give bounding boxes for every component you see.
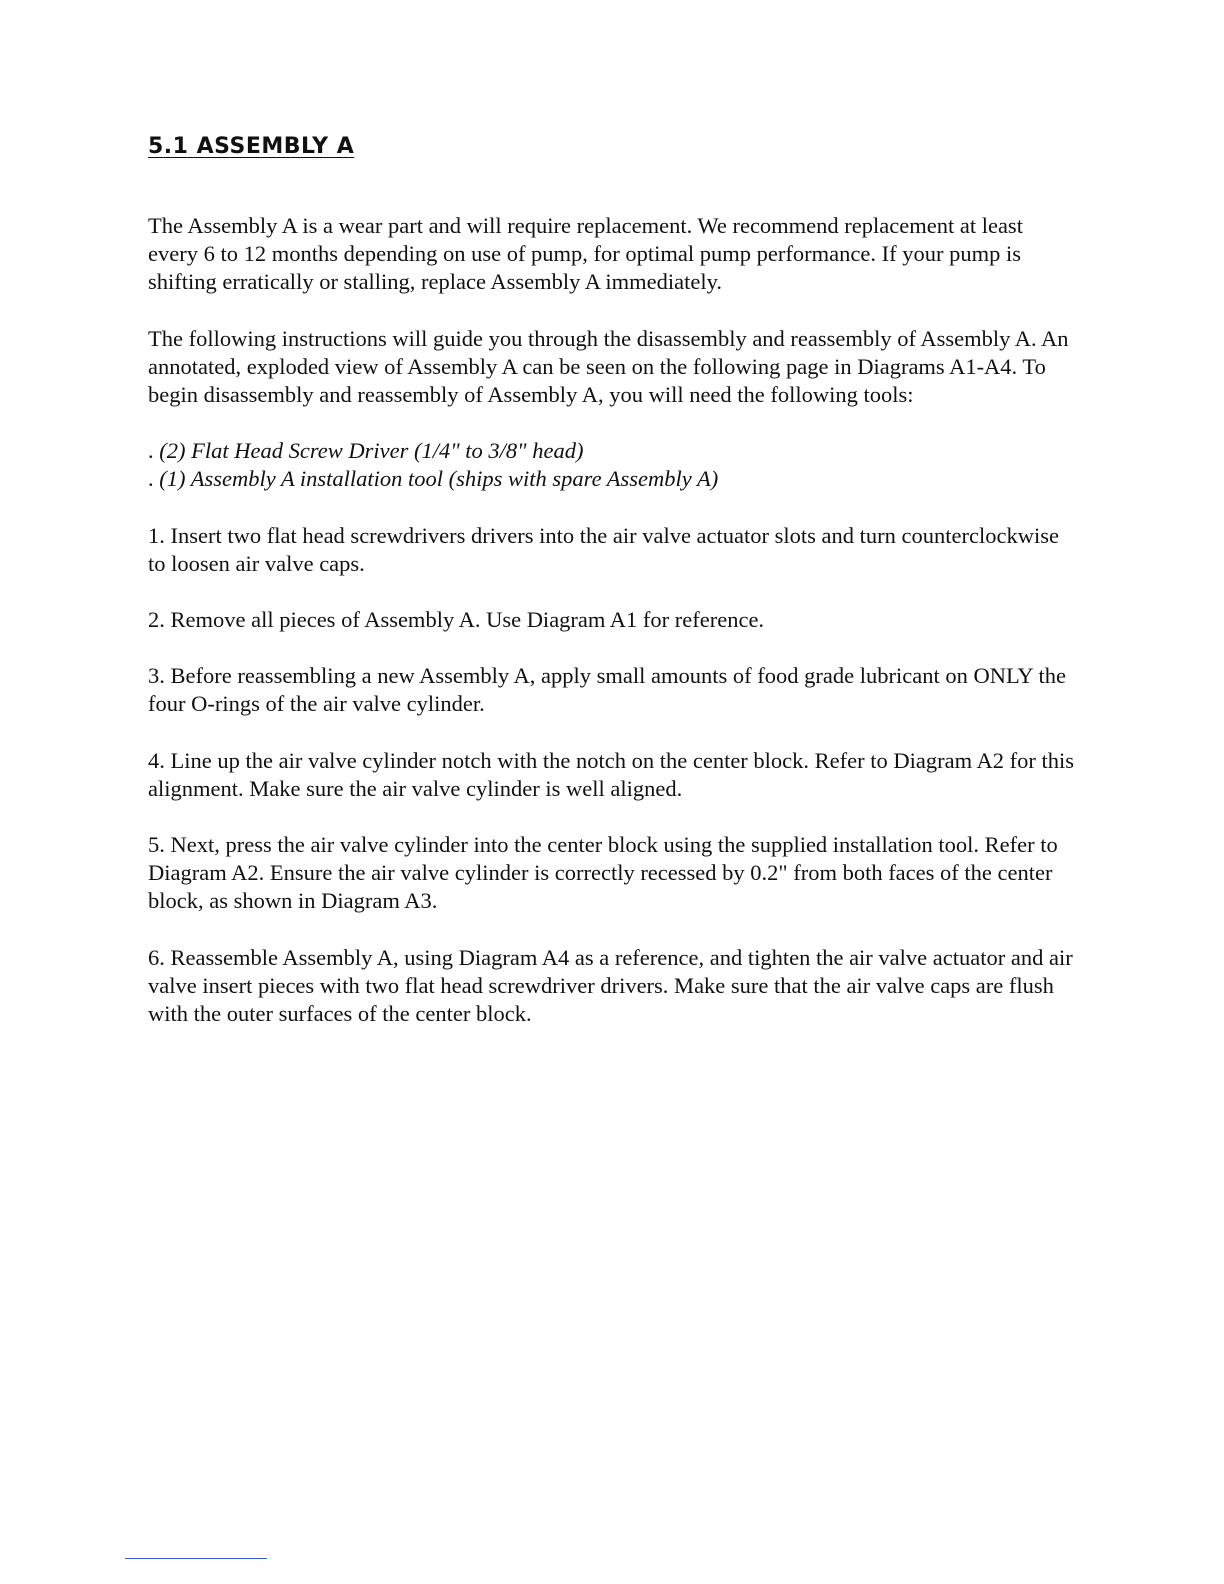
footnote-rule — [125, 1558, 267, 1559]
step-3: 3. Before reassembling a new Assembly A, apply small amounts of food grade lubricant on ONLY the four O-rings of the air valve cylinder. — [148, 663, 1066, 717]
tools-list-item — [148, 465, 1078, 493]
step-6: 6. Reassemble Assembly A, using Diagram A4 as a reference, and tighten the air valve actuator and air valve insert pieces with two flat head screwdriver drivers. Make sure that the air valve caps are flush with the outer surfaces of the center block. — [148, 944, 1073, 1027]
document-body — [148, 130, 1078, 1056]
intro-paragraph-2: The following instructions will guide you through the disassembly and reassembly of Assembly A. An annotated, exploded view of Assembly A can be seen on the following page in Diagrams A1-A4. To begin disassembly and reassembly of Assembly A, you will need the following tools: — [148, 325, 1069, 408]
step-1: 1. Insert two flat head screwdrivers drivers into the air valve actuator slots and turn counterclockwise to loosen air valve caps. — [148, 522, 1059, 576]
intro-paragraph-1: The Assembly A is a wear part and will require replacement. We recommend replacement at least every 6 to 12 months depending on use of pump, for optimal pump performance. If your pump is shifting erratically or stalling, replace Assembly A immediately. — [148, 213, 1023, 295]
list-bullet: . — [148, 466, 160, 492]
section-heading: 5.1 ASSEMBLY A — [148, 134, 355, 159]
tool-item-text: (1) Assembly A installation tool (ships with spare Assembly A) — [159, 466, 719, 492]
list-bullet: . — [148, 438, 160, 464]
tools-list — [148, 437, 1078, 493]
tool-item-text: (2) Flat Head Screw Driver (1/4" to 3/8" head) — [159, 438, 584, 464]
tools-list-item — [148, 437, 1078, 465]
step-4: 4. Line up the air valve cylinder notch with the notch on the center block. Refer to Diagram A2 for this alignment. Make sure the air valve cylinder is well aligned. — [148, 747, 1074, 801]
step-2: 2. Remove all pieces of Assembly A. Use Diagram A1 for reference. — [148, 607, 765, 633]
step-5: 5. Next, press the air valve cylinder into the center block using the supplied installation tool. Refer to Diagram A2. Ensure the air valve cylinder is correctly recessed by 0.2" from both faces of the center block, as shown in Diagram A3. — [148, 832, 1058, 914]
